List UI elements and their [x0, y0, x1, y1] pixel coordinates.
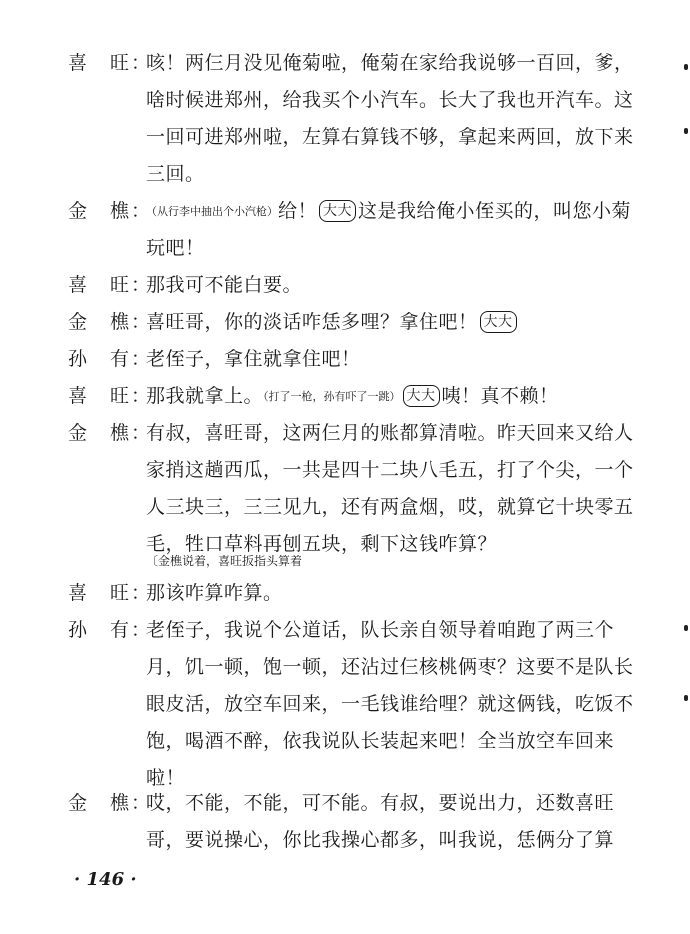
speech-text	[146, 575, 634, 612]
speech-segment: 这是我给俺小侄买的，叫您小菊玩吧！	[146, 200, 632, 259]
dialogue-entry	[68, 575, 634, 612]
speech-segment: 那我可不能白要。	[146, 274, 303, 296]
dialogue-entry	[68, 785, 634, 859]
speaker-name: 孙 有：	[68, 619, 153, 641]
gong-cue-mark: 大大	[319, 200, 356, 222]
speech-segment: 哎，不能，不能，可不能。有叔，要说出力，还数喜旺哥，要说操心，你比我操心都多，叫我说，恁俩分了算	[146, 792, 615, 851]
dialogue-entry	[68, 304, 634, 341]
stage-note: （打了一枪，孙有吓了一跳）	[263, 390, 401, 403]
speech-segment: 喜旺哥，你的淡话咋恁多哩？拿住吧！	[146, 311, 478, 333]
dialogue-entry	[68, 415, 634, 563]
speech-segment: 那我就拿上。	[146, 385, 264, 407]
dialogue-entry	[68, 45, 634, 193]
stage-note: （从行李中抽出个小汽枪）	[146, 205, 278, 218]
speaker-name: 孙 有：	[68, 348, 153, 370]
speech-segment: 那该咋算咋算。	[146, 582, 283, 604]
speaker-name: 喜 旺：	[68, 274, 153, 296]
speaker-name: 金 樵：	[68, 792, 153, 814]
dialogue-entry	[68, 267, 634, 304]
dialogue-entry	[68, 341, 634, 378]
speech-text	[146, 267, 634, 304]
speech-text	[146, 415, 634, 563]
speech-text	[146, 341, 634, 378]
speech-text	[146, 612, 634, 797]
binding-speck	[684, 64, 688, 70]
dialogue-entry	[68, 378, 634, 415]
dialogue-entry	[68, 612, 634, 797]
speech-segment: 咦！真不赖！	[441, 385, 559, 407]
speech-text	[146, 378, 634, 415]
speaker-name: 金 樵：	[68, 311, 153, 333]
speaker-name: 喜 旺：	[68, 52, 153, 74]
speech-text	[146, 785, 634, 859]
binding-speck	[684, 128, 688, 134]
speech-segment: 有叔，喜旺哥，这两仨月的账都算清啦。昨天回来又给人家捎这趟西瓜，一共是四十二块八毛五，打了个尖，一个人三块三，三三见九，还有两盒烟，哎，就算它十块零五毛，牲口草料再刨五块，剩下这钱咋算？	[146, 422, 634, 555]
speaker-name: 金 樵：	[68, 200, 153, 222]
stage-direction: 〔金樵说着，喜旺扳指头算着	[146, 554, 303, 568]
gong-cue-mark: 大大	[403, 385, 440, 407]
speech-text	[146, 304, 634, 341]
speech-segment: 老侄子，我说个公道话，队长亲自领导着咱跑了两三个月，饥一顿，饱一顿，还沾过仨核桃俩枣？这要不是队长眼皮活，放空车回来，一毛钱谁给哩？就这俩钱，吃饭不饱，喝酒不醉，依我说队长装起来吧！全当放空车回来啦！	[146, 619, 634, 789]
speaker-name: 金 樵：	[68, 422, 153, 444]
page-number: · 146 ·	[74, 869, 137, 890]
speech-segment: 咳！两仨月没见俺菊啦，俺菊在家给我说够一百回，爹，啥时候进郑州，给我买个小汽车。长大了我也开汽车。这一回可进郑州啦，左算右算钱不够，拿起来两回，放下来三回。	[146, 52, 634, 185]
dialogue-entry	[68, 193, 634, 267]
gong-cue-mark: 大大	[480, 311, 517, 333]
speech-segment: 老侄子，拿住就拿住吧！	[146, 348, 361, 370]
binding-speck	[684, 695, 688, 701]
speaker-name: 喜 旺：	[68, 582, 153, 604]
speech-segment: 给！	[278, 200, 318, 222]
binding-speck	[684, 625, 688, 631]
speaker-name: 喜 旺：	[68, 385, 153, 407]
speech-text	[146, 193, 634, 267]
speech-text	[146, 45, 634, 193]
